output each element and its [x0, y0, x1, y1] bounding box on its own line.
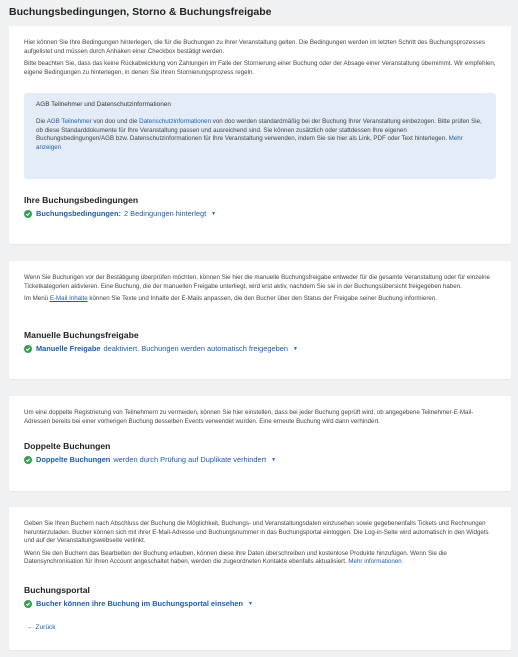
- card4-intro-p1: Geben Sie Ihren Buchern nach Abschluss der Buchung die Möglichkeit, Buchungs- und Veranstaltungsdaten einzusehen sowie gegebenenfalls Tickets und Rechnungen herunterzuladen. Bucher können sich mit ihrer E-Mail-Adresse und Buchungsnummer in das Buchungsportal einloggen. Die Log-in-Seite wird automatisch in den Widgets und auf der Veranstaltungswebseite verlinkt.: [24, 520, 489, 545]
- datenschutz-link[interactable]: Datenschutzinformationen: [139, 118, 212, 125]
- booking-conditions-card: [9, 26, 511, 244]
- booking-portal-title: Buchungsportal: [24, 585, 90, 595]
- booking-conditions-label: Buchungsbedingungen:: [36, 209, 121, 218]
- card4-intro-p2: [24, 550, 496, 567]
- duplicate-bookings-label: Doppelte Buchungen: [36, 455, 111, 464]
- booking-conditions-title: Ihre Buchungsbedingungen: [24, 195, 139, 205]
- page-title: Buchungsbedingungen, Storno & Buchungsfreigabe: [9, 6, 272, 18]
- agb-info-title: AGB Teilnehmer und Datenschutzinformationen: [36, 101, 171, 108]
- check-circle-icon: [24, 210, 32, 218]
- check-circle-icon: [24, 600, 32, 608]
- card2-intro-p2-b: können Sie Texte und Inhalte der E-Mails anpassen, die den Bucher über den Status der Freigabe seiner Buchung informieren.: [89, 295, 438, 303]
- card1-intro-p2: Bitte beachten Sie, dass das keine Rückabwicklung von Zahlungen im Falle der Stornierung einer Buchung oder der Absage einer Veranstaltung übernimmt. Wir empfehlen, eigene Bedingungen zu hinterlegen, in denen Sie Ihren Stornierungsprozess regeln.: [24, 60, 496, 76]
- booking-conditions-value: 2 Bedingungen hinterlegt: [123, 209, 207, 218]
- card2-intro: [24, 274, 496, 304]
- agb-info-box: [24, 93, 496, 179]
- email-content-link[interactable]: E-Mail Inhalte: [49, 295, 88, 303]
- duplicate-bookings-card: [9, 396, 511, 491]
- duplicate-bookings-value: werden durch Prüfung auf Duplikate verhindert: [113, 455, 267, 464]
- show-more-link[interactable]: Mehr anzeigen: [36, 135, 463, 151]
- agb-info-text-3: von doo werden standardmäßig bei der Buchung Ihrer Veranstaltung einbezogen. Bitte prüfen Sie, ob diese Standarddokumente für Ihre Veranstaltung passen und ausreichend sind. Sie können zusätzlich oder stattdessen Ihre eigenen Buchungsbedingungen/AGB bzw. Datenschutzinformationen für Ihre Veranstaltung verwenden, indem Sie sie hier als Link, PDF oder Text hinterlegen.: [36, 118, 482, 143]
- manual-approval-card: [9, 261, 511, 379]
- card2-intro-p1: Wenn Sie Buchungen vor der Bestätigung überprüfen möchten, können Sie hier die manuelle Buchungsfreigabe entweder für die gesamte Veranstaltung oder für einzelne Ticketkategorien aktivieren. Eine Buchung, die der manuellen Freigabe unterliegt, wird erst aktiv, nachdem Sie sie in der Buchungsübersicht freigegeben haben.: [24, 274, 490, 290]
- manual-approval-label: Manuelle Freigabe: [36, 344, 101, 353]
- more-info-link[interactable]: Mehr informationen: [348, 558, 402, 566]
- card1-intro: [24, 39, 496, 77]
- check-circle-icon: [24, 456, 32, 464]
- booking-portal-status[interactable]: [24, 599, 253, 608]
- card2-intro-p2-a: Im Menü: [24, 295, 49, 303]
- chevron-down-icon[interactable]: ▼: [271, 456, 277, 463]
- card2-intro-p2: [24, 295, 496, 304]
- booking-conditions-status[interactable]: [24, 209, 216, 218]
- booking-portal-card: [9, 507, 511, 650]
- chevron-down-icon[interactable]: ▼: [292, 345, 298, 352]
- manual-approval-value: deaktiviert. Buchungen werden automatisch freigegeben: [103, 344, 288, 353]
- duplicate-bookings-title: Doppelte Buchungen: [24, 441, 111, 451]
- card1-intro-p1: Hier können Sie Ihre Bedingungen hinterlegen, die für die Buchungen zu Ihrer Veranstaltung gelten. Die Bedingungen werden im letzten Schritt des Buchungsprozesses aufgelistet und müssen durch Anhaken einer Checkbox bestätigt werden.: [24, 39, 485, 55]
- card4-intro: [24, 520, 496, 567]
- agb-info-text-1: Die: [36, 118, 46, 125]
- manual-approval-title: Manuelle Buchungsfreigabe: [24, 330, 139, 340]
- chevron-down-icon[interactable]: ▼: [247, 600, 253, 607]
- agb-teilnehmer-link[interactable]: AGB Teilnehmer: [46, 118, 92, 125]
- agb-info-text-2: von doo und die: [93, 118, 138, 125]
- duplicate-bookings-status[interactable]: [24, 455, 276, 464]
- card3-intro-p1: Um eine doppelte Registrierung von Teilnehmern zu vermeiden, können Sie hier einstellen, dass bei jeder Buchung geprüft wird, ob angegebene Teilnehmer-E-Mail-Adressen bereits bei einer vorherigen Buchung desselben Events verwendet wurden. Eine erneute Buchung wird dann verhindert.: [24, 409, 474, 425]
- manual-approval-status[interactable]: [24, 344, 298, 353]
- check-circle-icon: [24, 345, 32, 353]
- chevron-down-icon[interactable]: ▼: [211, 210, 217, 217]
- card3-intro: [24, 409, 496, 426]
- card4-intro-p2-text: Wenn Sie den Buchern das Bearbeiten der Buchung erlauben, können diese ihre Daten überschreiben und kostenlose Produkte hinzufügen. Wenn Sie die Datensynchronisation für Ihren Account angeschaltet haben, werden die zugeordneten Kontakte ebenfalls aktualisiert.: [24, 549, 447, 566]
- booking-portal-label: Bucher können ihre Buchung im Buchungsportal einsehen: [36, 599, 243, 608]
- agb-info-text: [36, 118, 484, 152]
- back-link[interactable]: ← Zurück: [27, 624, 56, 631]
